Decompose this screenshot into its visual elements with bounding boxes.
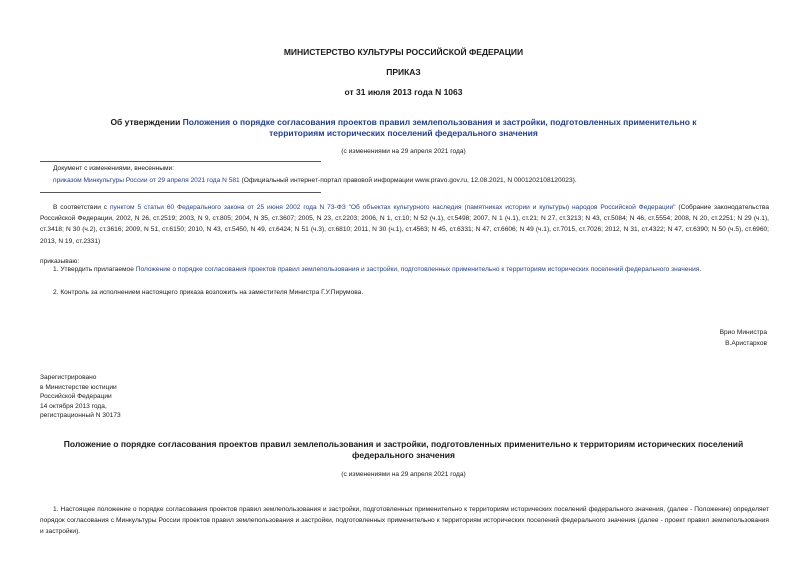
item1-end: . — [699, 266, 702, 273]
order-item-2: 2. Контроль за исполнением настоящего приказа возложить на заместителя Министра Г.У.Пирумова. — [53, 289, 364, 296]
registration-line: регистрационный N 30173 — [40, 412, 121, 420]
preamble-lead: В соответствии с — [53, 204, 110, 211]
appendix-amended-note: (с изменениями на 29 апреля 2021 года) — [341, 471, 466, 478]
item1-lead: 1. Утвердить прилагаемое — [53, 266, 136, 273]
amendment-source-text: (Официальный интернет-портал правовой информации www.pravo.gov.ru, 12.08.2021, N 0001202108120023). — [239, 177, 577, 184]
ministry-heading: МИНИСТЕРСТВО КУЛЬТУРЫ РОССИЙСКОЙ ФЕДЕРАЦИИ — [283, 47, 524, 57]
registration-line: в Министерстве юстиции — [40, 383, 117, 391]
title-prefix: Об утверждении — [110, 117, 183, 127]
registration-block — [40, 373, 121, 421]
regulation-link[interactable]: Положение о порядке согласования проектов правил землепользования и застройки, подготовленных применительно к территориям исторических поселений федерального значения — [135, 266, 700, 273]
appendix-title: Положение о порядке согласования проектов правил землепользования и застройки, подготовленных применительно к территориям исторических поселений федерального значения — [63, 439, 744, 460]
order-item-1 — [53, 266, 773, 273]
order-word: приказываю: — [40, 258, 80, 265]
amended-note: (с изменениями на 29 апреля 2021 года) — [341, 148, 466, 155]
document-date-number: от 31 июля 2013 года N 1063 — [344, 87, 463, 97]
preamble-rest: (Собрание законодательства Российской Федерации, 2002, N 26, ст.2519; 2003, N 9, ст.805; 2004, N 35, ст.3607; 2005, N 23, ст.2203; 2006, N 1, ст.10; N 52 (ч.1), ст.5498; 2007, N 1 (ч.1), ст.21; N 27, ст.3213; N 43, ст.5084; N 46, ст.5554; 2008, N 20, ст.2251; N 29 (ч.1), ст.3418; N 30 (ч.2), ст.3616; 2009, N 51, ст.6150; 2010, N 43, ст.5450, N 49, ст.6424; N 51 (ч.3), ст.6810; 2011, N 30 (ч.1), ст.4563; N 45, ст.6331; N 47, ст.6606; N 49 (ч.1), ст.7015, ст.7026; 2012, N 31, ст.4322; N 47, ст.6390; N 50 (ч.5), ст.6960; 2013, N 19, ст.2331) — [40, 204, 769, 245]
amendment-order-link[interactable]: приказом Минкультуры России от 29 апреля 2021 года N 581 — [53, 177, 240, 184]
document-title — [100, 117, 707, 139]
appendix-paragraph-1: 1. Настоящее положение о порядке согласования проектов правил землепользования и застройки, подготовленных применительно к территориям исторических поселений федерального значения, (далее - Положение) определяет порядок согласования с Минкультуры России проектов правил землепользования и застройки, подготовленных применительно к территориям исторических поселений федерального значения (далее - проект правил землепользования и застройки). — [40, 506, 769, 536]
federal-law-link[interactable]: пунктом 5 статьи 60 Федерального закона от 25 июня 2002 года N 73-ФЗ "Об объектах культурного наследия (памятниках истории и культуры) народов Российской Федерации" — [109, 204, 676, 211]
document-type: ПРИКАЗ — [386, 67, 421, 77]
signatory-name: В.Аристархов — [725, 340, 767, 347]
changes-top-rule — [40, 161, 321, 162]
changes-source — [53, 177, 773, 184]
signatory-position: Врио Министра — [719, 329, 767, 336]
registration-line: Зарегистрировано — [40, 374, 97, 381]
changes-label: Документ с изменениями, внесенными: — [53, 165, 175, 172]
registration-line: 14 октября 2013 года, — [40, 402, 107, 410]
registration-line: Российской Федерации — [40, 393, 112, 401]
changes-bottom-rule — [40, 192, 321, 193]
preamble-paragraph — [40, 202, 769, 247]
title-link[interactable]: Положения о порядке согласования проектов правил землепользования и застройки, подготовленных применительно к территориям исторических поселений федерального значения — [182, 117, 697, 138]
